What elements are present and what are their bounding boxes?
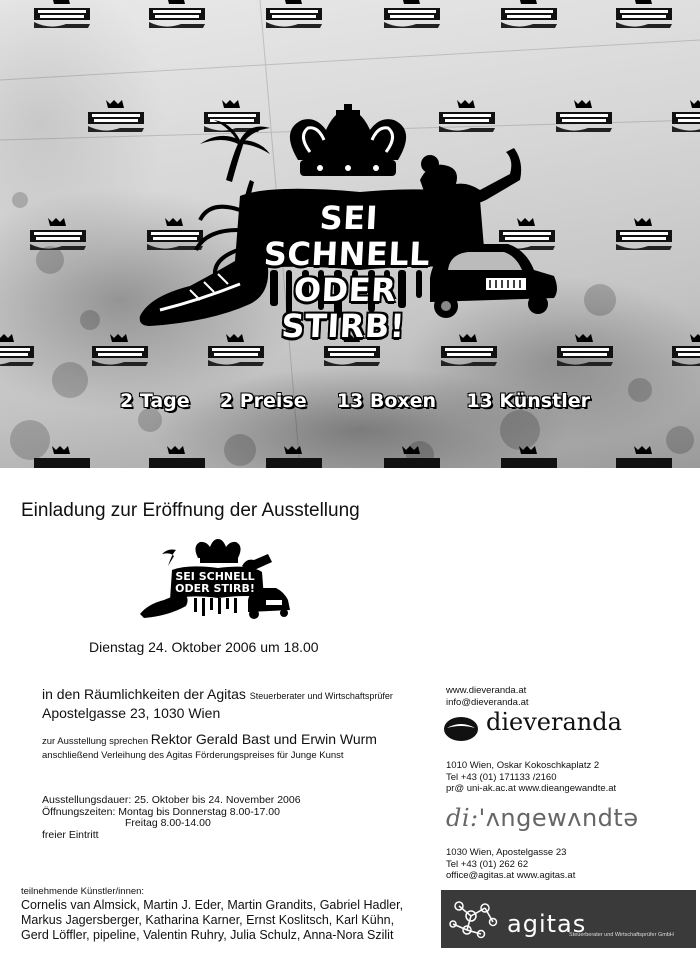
main-title-line1: SEI SCHNELL bbox=[262, 199, 432, 273]
artists-line: Cornelis van Almsick, Martin J. Eder, Martin Grandits, Gabriel Hadler, bbox=[21, 898, 404, 912]
angewandte-phone: Tel +43 (01) 171133 /2160 bbox=[446, 771, 557, 783]
angewandte-prefix: di: bbox=[446, 804, 479, 832]
venue-address: Apostelgasse 23, 1030 Wien bbox=[42, 705, 221, 721]
small-logo-title bbox=[170, 571, 260, 595]
pattern-logo bbox=[0, 334, 38, 368]
pattern-logo bbox=[30, 0, 94, 30]
angewandte-links[interactable]: pr@ uni-ak.ac.at www.dieangewandte.at bbox=[446, 783, 617, 794]
venue bbox=[42, 686, 393, 722]
hours-friday: Freitag 8.00-14.00 bbox=[125, 817, 211, 829]
agitas-name: agitas bbox=[507, 910, 587, 938]
pattern-logo bbox=[668, 100, 700, 134]
admission: freier Eintritt bbox=[42, 828, 99, 841]
artists-line: Markus Jagersberger, Katharina Karner, Ernst Koslitsch, Karl Kühn, bbox=[21, 913, 395, 927]
venue-line1 bbox=[42, 686, 393, 705]
exhibition-duration: Ausstellungsdauer: 25. Oktober bis 24. November 2006 bbox=[42, 794, 301, 806]
agitas-logo bbox=[441, 890, 696, 948]
pattern-logo bbox=[612, 218, 676, 252]
speakers bbox=[42, 732, 377, 763]
tagline-item: 2 Preise bbox=[219, 390, 307, 412]
small-title-line1: SEI SCHNELL bbox=[175, 570, 255, 583]
agitas-address: 1030 Wien, Apostelgasse 23 bbox=[446, 847, 567, 858]
dieveranda-contact bbox=[446, 685, 529, 708]
crown-icon bbox=[290, 104, 406, 176]
artists-list bbox=[21, 886, 403, 943]
poster-banner bbox=[0, 0, 700, 468]
artists-line: Gerd Löffler, pipeline, Valentin Ruhry, Julia Schulz, Anna-Nora Szilit bbox=[21, 928, 394, 942]
pattern-logo bbox=[668, 334, 700, 368]
tagline-item: 2 Tage bbox=[120, 390, 190, 412]
angewandte-address: 1010 Wien, Oskar Kokoschkaplatz 2 bbox=[446, 760, 600, 771]
dieveranda-name: dieveranda bbox=[486, 708, 622, 736]
artists-label: teilnehmende Künstler/innen: bbox=[21, 886, 145, 897]
agitas-molecule-icon bbox=[447, 896, 501, 942]
pattern-logo bbox=[380, 0, 444, 30]
agitas-phone: Tel +43 (01) 262 62 bbox=[446, 858, 529, 870]
pattern-logo bbox=[612, 0, 676, 30]
main-title-line2: ODER STIRB! bbox=[280, 271, 406, 345]
pattern-logo bbox=[497, 0, 561, 30]
tagline bbox=[120, 390, 590, 412]
hours-weekdays: Öffnungszeiten: Montag bis Donnerstag 8.00-17.00 bbox=[42, 805, 280, 818]
dieveranda-mark-icon bbox=[443, 716, 479, 742]
pattern-logo bbox=[380, 446, 444, 468]
pattern-logo bbox=[145, 446, 209, 468]
invitation-heading: Einladung zur Eröffnung der Ausstellung bbox=[21, 500, 360, 521]
pattern-logo bbox=[497, 446, 561, 468]
pattern-logo bbox=[262, 0, 326, 30]
tagline-item: 13 Künstler bbox=[466, 390, 590, 412]
dieveranda-email-link[interactable]: info@dieveranda.at bbox=[446, 696, 529, 708]
pattern-logo bbox=[26, 218, 90, 252]
event-date: Dienstag 24. Oktober 2006 um 18.00 bbox=[89, 639, 319, 655]
dieveranda-web-link[interactable]: www.dieveranda.at bbox=[446, 685, 527, 696]
venue-subtitle: Steuerberater und Wirtschaftsprüfer bbox=[249, 691, 393, 701]
agitas-subtitle: Steuerberater und Wirtschaftsprüfer GmbH bbox=[569, 932, 674, 938]
angewandte-name: 'ʌngewʌndtə bbox=[478, 804, 639, 832]
pattern-logo bbox=[612, 446, 676, 468]
dieveranda-logo bbox=[443, 708, 643, 748]
small-title-line2: ODER STIRB! bbox=[175, 582, 255, 595]
award-text: anschließend Verleihung des Agitas Förderungspreises für Junge Kunst bbox=[42, 750, 344, 761]
agitas-links[interactable]: office@agitas.at www.agitas.at bbox=[446, 870, 576, 881]
venue-text: in den Räumlichkeiten der Agitas bbox=[42, 686, 246, 702]
pattern-logo bbox=[145, 0, 209, 30]
tagline-item: 13 Boxen bbox=[336, 390, 437, 412]
speakers-names: Rektor Gerald Bast und Erwin Wurm bbox=[150, 731, 377, 747]
angewandte-contact bbox=[446, 760, 616, 795]
agitas-contact bbox=[446, 847, 575, 882]
main-title bbox=[232, 200, 460, 344]
pattern-logo bbox=[262, 446, 326, 468]
speakers-intro: zur Ausstellung sprechen bbox=[42, 736, 149, 747]
opening-hours bbox=[42, 795, 301, 841]
angewandte-logo bbox=[446, 804, 639, 832]
pattern-logo bbox=[30, 446, 94, 468]
